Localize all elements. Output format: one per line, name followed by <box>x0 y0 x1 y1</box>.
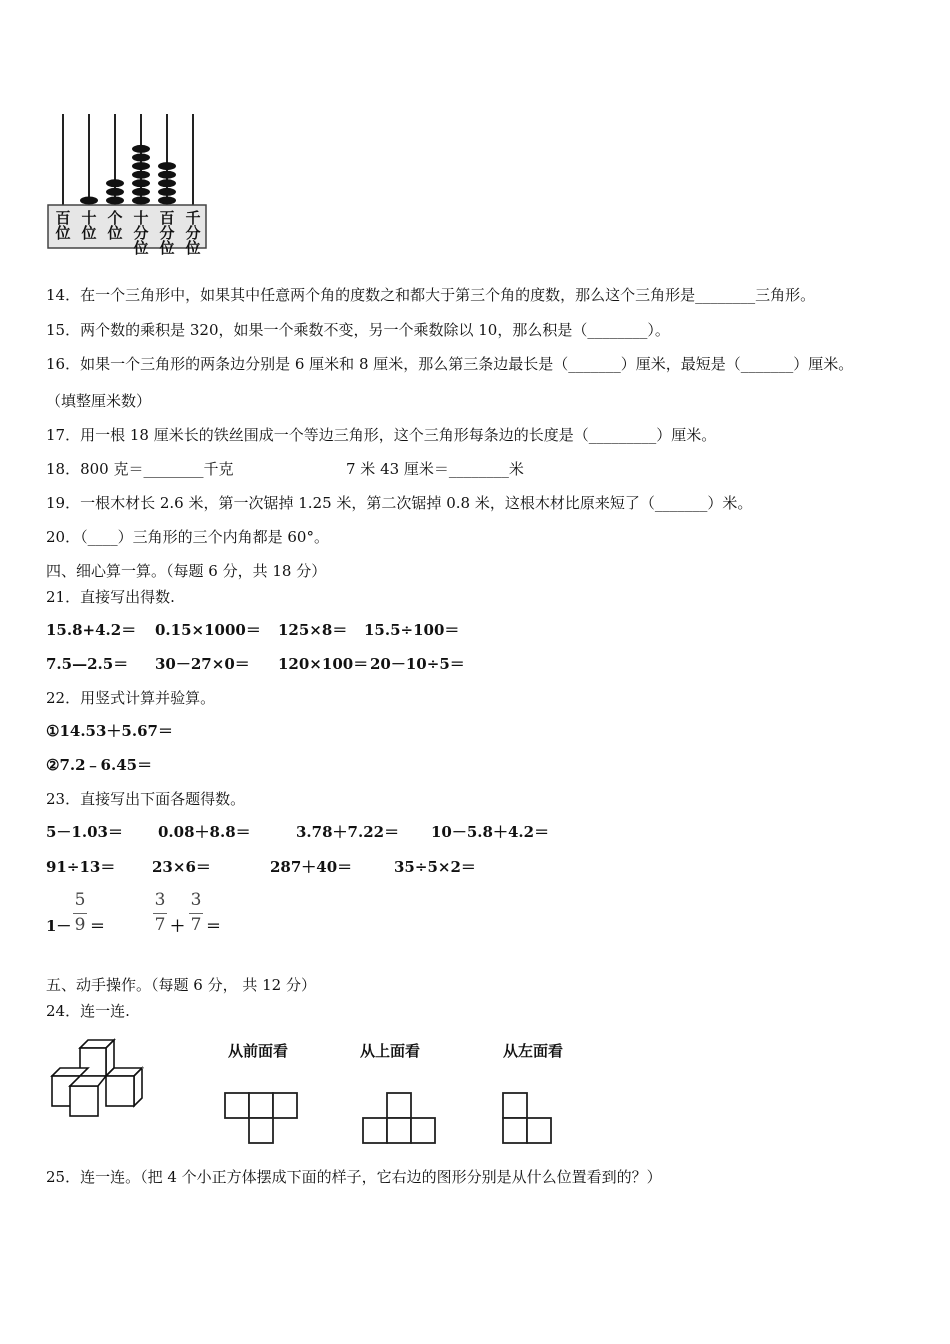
abacus-place-label <box>80 211 98 241</box>
question-number: 24． <box>46 1002 81 1020</box>
calc-item: 7.5—2.5＝ <box>46 655 129 673</box>
fraction-numerator: 3 <box>154 890 166 910</box>
question-text: （____）三角形的三个内角都是 60°。 <box>80 528 329 546</box>
question-18-part-2: 7 米 43 厘米＝________米 <box>346 460 524 478</box>
abacus-label-char: 十 <box>133 209 149 227</box>
abacus-label-char: 个 <box>107 209 123 227</box>
calc-item: 5－1.03＝ <box>46 823 123 841</box>
abacus-label-char: 百 <box>159 209 175 227</box>
calc-item: 91÷13＝ <box>46 858 116 876</box>
view-label-top: 从上面看 <box>360 1042 421 1060</box>
fraction-numerator: 5 <box>74 890 86 910</box>
abacus-bead <box>106 188 124 196</box>
fraction-equals: ＝ <box>90 917 106 935</box>
abacus-bead <box>158 179 176 187</box>
abacus-bead <box>132 145 150 153</box>
question-number: 23． <box>46 790 81 808</box>
question-20 <box>46 527 329 547</box>
abacus-label-char: 分 <box>133 224 149 242</box>
calc-item: 125×8＝ <box>278 621 348 639</box>
question-14 <box>46 285 815 305</box>
abacus-label-char: 位 <box>185 239 201 257</box>
abacus-bead <box>106 179 124 187</box>
abacus-bead <box>132 188 150 196</box>
question-number: 22． <box>46 689 81 707</box>
question-23 <box>46 789 245 809</box>
calc-item: 15.8+4.2＝ <box>46 621 137 639</box>
abacus-bead <box>132 154 150 162</box>
question-text: 用一根 18 厘米长的铁丝围成一个等边三角形，这个三角形每条边的长度是（_________）厘米。 <box>80 426 717 444</box>
question-24 <box>46 1001 130 1021</box>
fraction-equals: ＝ <box>206 917 222 935</box>
calc-item: 120×100＝ <box>278 655 369 673</box>
calc-item: 0.15×1000＝ <box>155 621 261 639</box>
section-4-title: 四、细心算一算。（每题 6 分，共 18 分） <box>46 562 327 580</box>
fraction-bar <box>153 913 167 914</box>
abacus-label-char: 十 <box>81 209 97 227</box>
question-22 <box>46 688 215 708</box>
question-15 <box>46 320 670 340</box>
abacus-label-char: 分 <box>159 224 175 242</box>
abacus-bead <box>80 197 98 205</box>
question-text: 一根木材长 2.6 米，第一次锯掉 1.25 米，第二次锯掉 0.8 米，这根木材比原来短了（_______）米。 <box>80 494 753 512</box>
question-number: 18． <box>46 460 81 478</box>
fraction-plus: ＋ <box>170 917 186 935</box>
question-text: 如果一个三角形的两条边分别是 6 厘米和 8 厘米，那么第三条边最长是（_______）厘米，最短是（_______）厘米。 <box>80 355 854 373</box>
fraction-bar <box>189 913 203 914</box>
abacus-place-label <box>54 211 72 241</box>
abacus-bead <box>158 162 176 170</box>
calc-item: 30－27×0＝ <box>155 655 250 673</box>
calc-item: 0.08＋8.8＝ <box>158 823 251 841</box>
abacus-label-char: 位 <box>107 224 123 242</box>
abacus-bead <box>132 162 150 170</box>
abacus-bead <box>106 197 124 205</box>
question-number: 17． <box>46 426 81 444</box>
abacus-label-char: 位 <box>81 224 97 242</box>
question-18 <box>46 459 234 479</box>
calc-item: 20－10÷5＝ <box>370 655 465 673</box>
question-number: 21． <box>46 588 81 606</box>
view-label-front: 从前面看 <box>228 1042 289 1060</box>
question-19 <box>46 493 752 513</box>
abacus-bead <box>158 171 176 179</box>
question-number: 25． <box>46 1168 81 1186</box>
fraction-numerator: 3 <box>190 890 202 910</box>
question-21 <box>46 587 175 607</box>
fraction-denominator: 7 <box>154 915 166 935</box>
question-17 <box>46 425 716 445</box>
question-part-1: 800 克＝________千克 <box>80 460 234 478</box>
calc-item: 35÷5×2＝ <box>394 858 476 876</box>
calc-item: 3.78＋7.22＝ <box>296 823 400 841</box>
calc-item: 23×6＝ <box>152 858 211 876</box>
abacus-place-label <box>132 211 150 256</box>
calc-item: 287＋40＝ <box>270 858 353 876</box>
calc-item: 15.5÷100＝ <box>364 621 460 639</box>
top-view-shape <box>360 1090 440 1145</box>
vertical-calc-item: ①14.53＋5.67＝ <box>46 722 173 740</box>
question-text: 两个数的乘积是 320，如果一个乘数不变，另一个乘数除以 10，那么积是（________）。 <box>80 321 670 339</box>
abacus-bead <box>158 197 176 205</box>
question-number: 19． <box>46 494 81 512</box>
question-title: 连一连. <box>80 1002 130 1020</box>
question-title: 直接写出下面各题得数。 <box>80 790 246 808</box>
fraction-lead: 1－ <box>46 917 72 935</box>
fraction-denominator: 7 <box>190 915 202 935</box>
abacus-bead <box>132 171 150 179</box>
abacus-place-label <box>158 211 176 256</box>
fraction-denominator: 9 <box>74 915 86 935</box>
view-label-left: 从左面看 <box>503 1042 564 1060</box>
abacus-label-char: 位 <box>159 239 175 257</box>
abacus-label-char: 位 <box>55 224 71 242</box>
front-view-shape <box>222 1090 302 1145</box>
question-title: 用竖式计算并验算。 <box>80 689 216 707</box>
vertical-calc-item: ②7.2﹣6.45＝ <box>46 756 153 774</box>
abacus-figure <box>40 108 215 268</box>
abacus-place-label <box>106 211 124 241</box>
question-title: 直接写出得数. <box>80 588 175 606</box>
question-text-tail: 三角形。 <box>755 286 816 304</box>
question-25 <box>46 1167 662 1187</box>
section-5-title: 五、动手操作。（每题 6 分， 共 12 分） <box>46 976 316 994</box>
question-text: 连一连。（把 4 个小正方体摆成下面的样子，它右边的图形分别是从什么位置看到的？） <box>80 1168 662 1186</box>
question-16 <box>46 354 853 374</box>
abacus-place-label <box>184 211 202 256</box>
abacus-label-char: 分 <box>185 224 201 242</box>
fraction-bar <box>73 913 87 914</box>
abacus-bead <box>132 197 150 205</box>
abacus-bead <box>158 188 176 196</box>
question-16-note: （填整厘米数） <box>46 392 152 410</box>
question-number: 14． <box>46 286 81 304</box>
question-number: 15． <box>46 321 81 339</box>
answer-blank[interactable]: ________ <box>695 286 756 304</box>
abacus-label-char: 百 <box>55 209 71 227</box>
abacus-bead <box>132 179 150 187</box>
left-view-shape <box>500 1090 560 1145</box>
question-number: 20． <box>46 528 81 546</box>
abacus-label-char: 位 <box>133 239 149 257</box>
calc-item: 10－5.8＋4.2＝ <box>431 823 550 841</box>
cube-figure <box>50 1038 160 1120</box>
question-text: 在一个三角形中，如果其中任意两个角的度数之和都大于第三个角的度数，那么这个三角形是 <box>80 286 696 304</box>
question-number: 16． <box>46 355 81 373</box>
abacus-label-char: 千 <box>185 209 201 227</box>
